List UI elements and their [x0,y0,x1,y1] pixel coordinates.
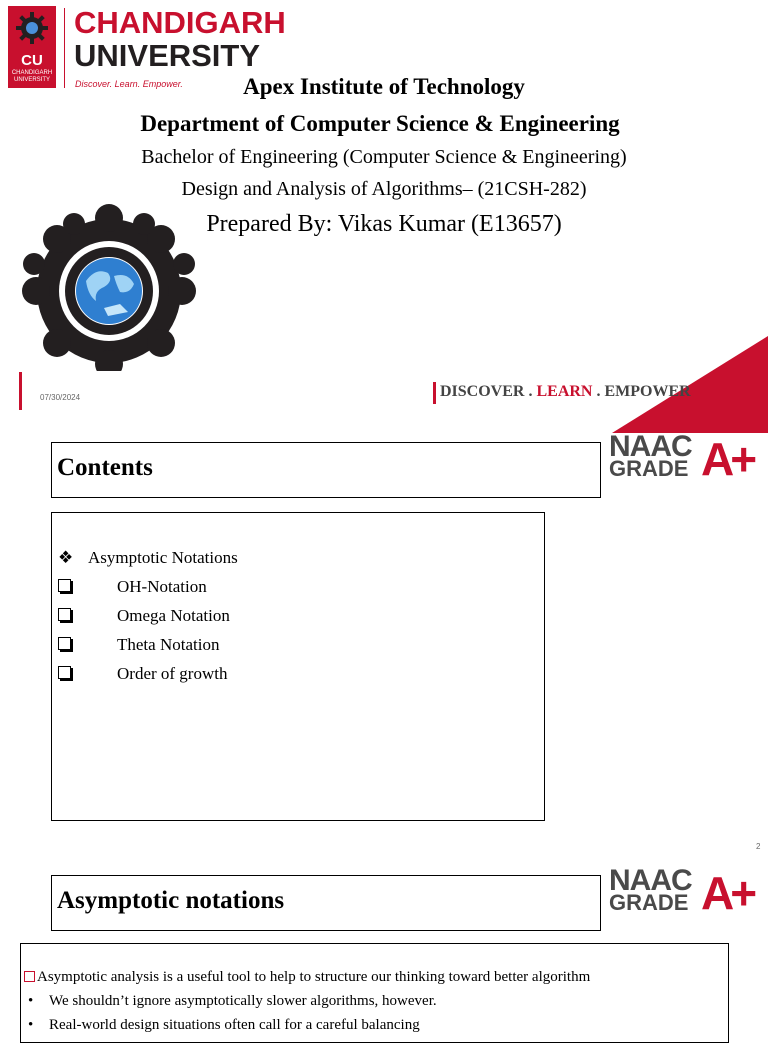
prepared-by: Prepared By: Vikas Kumar (E13657) [206,211,562,237]
list-item: • Real-world design situations often call for a careful balancing [24,1012,724,1036]
diamond-bullet-icon: ❖ [58,548,74,567]
naac-badge: NAAC GRADE A+ [609,430,754,485]
footer-divider [433,382,436,404]
page-number: 2 [756,842,761,851]
dot-bullet-icon: • [28,993,34,1009]
degree-title: Bachelor of Engineering (Computer Science & Engineering) [141,146,627,168]
square-bullet-icon [24,971,35,982]
university-tagline: Discover. Learn. Empower. [75,79,183,89]
cu-logo-mark: CU [21,52,43,69]
slide-date: 07/30/2024 [40,393,81,402]
gear-globe-icon [4,196,214,371]
contents-title: Contents [57,454,153,481]
footer-accent-bar [19,372,22,410]
asymptotic-body [24,964,724,1036]
square-bullet-icon [58,630,82,659]
square-bullet-icon [58,601,82,630]
university-name: CHANDIGARH UNIVERSITY [74,5,286,73]
footer-slogan: DISCOVER . LEARN . EMPOWER [440,383,691,400]
list-item: Asymptotic analysis is a useful tool to help to structure our thinking toward better algorithm [24,964,724,988]
cu-gear-icon [14,10,50,46]
cu-logo-subtext: CHANDIGARH UNIVERSITY [11,70,53,83]
square-bullet-icon [58,659,82,688]
department-title: Department of Computer Science & Engineering [140,111,620,136]
course-title: Design and Analysis of Algorithms– (21CSH-282) [181,178,587,200]
naac-badge: NAAC GRADE A+ [609,864,754,919]
institute-title: Apex Institute of Technology [243,74,525,99]
list-item: • We shouldn’t ignore asymptotically slower algorithms, however. [24,988,724,1012]
dot-bullet-icon: • [28,1017,34,1033]
asymptotic-title: Asymptotic notations [57,887,285,914]
square-bullet-icon [58,572,82,601]
